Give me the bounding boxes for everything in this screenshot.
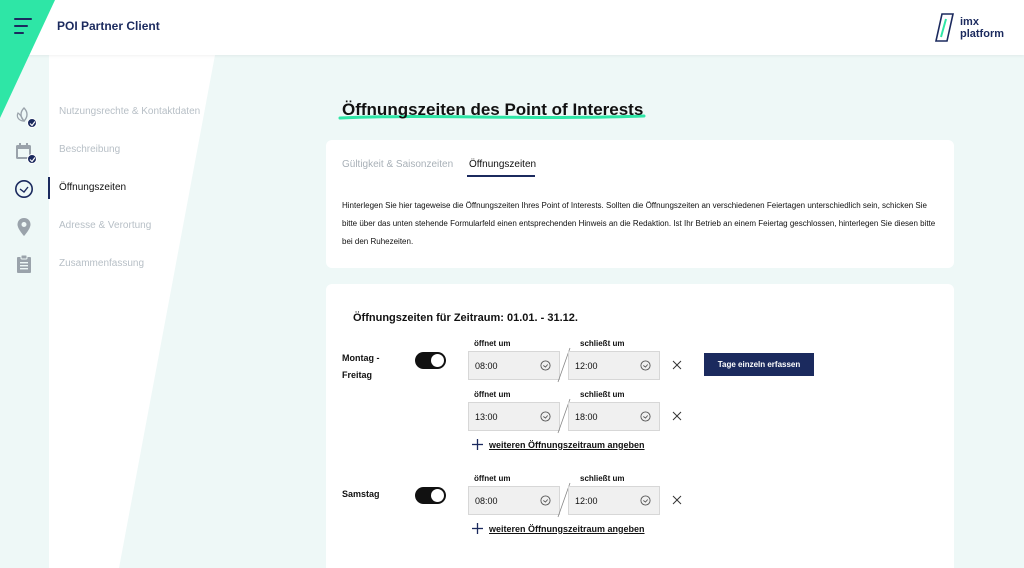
hamburger-menu-icon[interactable]: [14, 18, 36, 36]
opens-time-value: 08:00: [475, 361, 498, 371]
closes-time-value: 18:00: [575, 412, 598, 422]
clock-icon: [540, 360, 551, 371]
opens-time-input[interactable]: [468, 402, 560, 431]
opening-hours-card: [326, 284, 954, 568]
closes-label: schließt um: [580, 339, 625, 348]
plus-icon: [472, 523, 483, 534]
opens-label: öffnet um: [474, 339, 511, 348]
clock-icon: [540, 411, 551, 422]
plus-icon: [472, 439, 483, 450]
leaf-icon[interactable]: [14, 105, 34, 125]
tab-gueltigkeit[interactable]: Gültigkeit & Saisonzeiten: [342, 159, 454, 170]
add-period-link[interactable]: [472, 439, 645, 450]
completed-check-icon: [27, 118, 37, 128]
clipboard-icon[interactable]: [14, 254, 34, 274]
active-nav-indicator: [48, 177, 50, 199]
single-days-button[interactable]: Tage einzeln erfassen: [704, 353, 814, 376]
add-period-link[interactable]: [472, 523, 645, 534]
day-label-mon-fri: Montag - Freitag: [342, 353, 380, 380]
nav-item-beschreibung[interactable]: Beschreibung: [59, 144, 121, 155]
remove-slot-icon[interactable]: [672, 411, 682, 421]
opens-time-value: 13:00: [475, 412, 498, 422]
calendar-icon[interactable]: [14, 141, 34, 161]
remove-slot-icon[interactable]: [672, 360, 682, 370]
app-title: POI Partner Client: [57, 19, 160, 33]
add-period-label: weiteren Öffnungszeitraum angeben: [489, 439, 645, 450]
page-title: Öffnungszeiten des Point of Interests: [342, 100, 644, 119]
closes-label: schließt um: [580, 474, 625, 483]
logo-text-line1: imx: [960, 16, 979, 28]
clock-icon: [540, 495, 551, 506]
active-tab-indicator: [467, 175, 535, 177]
opens-label: öffnet um: [474, 474, 511, 483]
opens-time-input[interactable]: [468, 486, 560, 515]
clock-icon: [640, 360, 651, 371]
nav-item-adresse[interactable]: Adresse & Verortung: [59, 220, 152, 231]
day-label-saturday: Samstag: [342, 489, 380, 499]
remove-slot-icon[interactable]: [672, 495, 682, 505]
closes-time-input[interactable]: [568, 351, 660, 380]
closes-time-input[interactable]: [568, 486, 660, 515]
clock-icon: [640, 411, 651, 422]
closes-label: schließt um: [580, 390, 625, 399]
closes-time-input[interactable]: [568, 402, 660, 431]
description-text: Hinterlegen Sie hier tageweise die Öffnungszeiten Ihres Point of Interests. Sollten die Öffnungszeiten an verschiedenen Feiertagen unterschiedlich sein, schicken Sie bitte über das unten stehende Formularfeld einen entsprechenden Hinweis an die Redaktion. Ist Ihr Betrieb an einem Feiertag geschlossen, hinterlegen Sie diesen bitte bei den Ruhezeiten.: [342, 201, 936, 246]
period-title: Öffnungszeiten für Zeitraum: 01.01. - 31.12.: [353, 312, 578, 324]
closes-time-value: 12:00: [575, 361, 598, 371]
completed-check-icon: [27, 154, 37, 164]
imx-platform-logo[interactable]: [934, 13, 1004, 43]
clock-icon[interactable]: [14, 179, 34, 199]
toggle-saturday[interactable]: [415, 487, 446, 504]
map-pin-icon[interactable]: [14, 217, 34, 237]
opens-time-value: 08:00: [475, 496, 498, 506]
navigation-panel: [49, 55, 279, 568]
info-card: [326, 140, 954, 268]
add-period-label: weiteren Öffnungszeitraum angeben: [489, 523, 645, 534]
nav-item-nutzungsrechte[interactable]: Nutzungsrechte & Kontaktdaten: [59, 106, 201, 117]
clock-icon: [640, 495, 651, 506]
logo-text-line2: platform: [960, 28, 1004, 40]
closes-time-value: 12:00: [575, 496, 598, 506]
imx-logo-icon: [934, 13, 956, 43]
icon-rail: [0, 55, 49, 568]
tab-oeffnungszeiten[interactable]: Öffnungszeiten: [469, 159, 537, 170]
nav-item-zusammenfassung[interactable]: Zusammenfassung: [59, 258, 145, 269]
nav-item-oeffnungszeiten[interactable]: Öffnungszeiten: [59, 182, 127, 193]
opens-label: öffnet um: [474, 390, 511, 399]
opens-time-input[interactable]: [468, 351, 560, 380]
toggle-mon-fri[interactable]: [415, 352, 446, 369]
